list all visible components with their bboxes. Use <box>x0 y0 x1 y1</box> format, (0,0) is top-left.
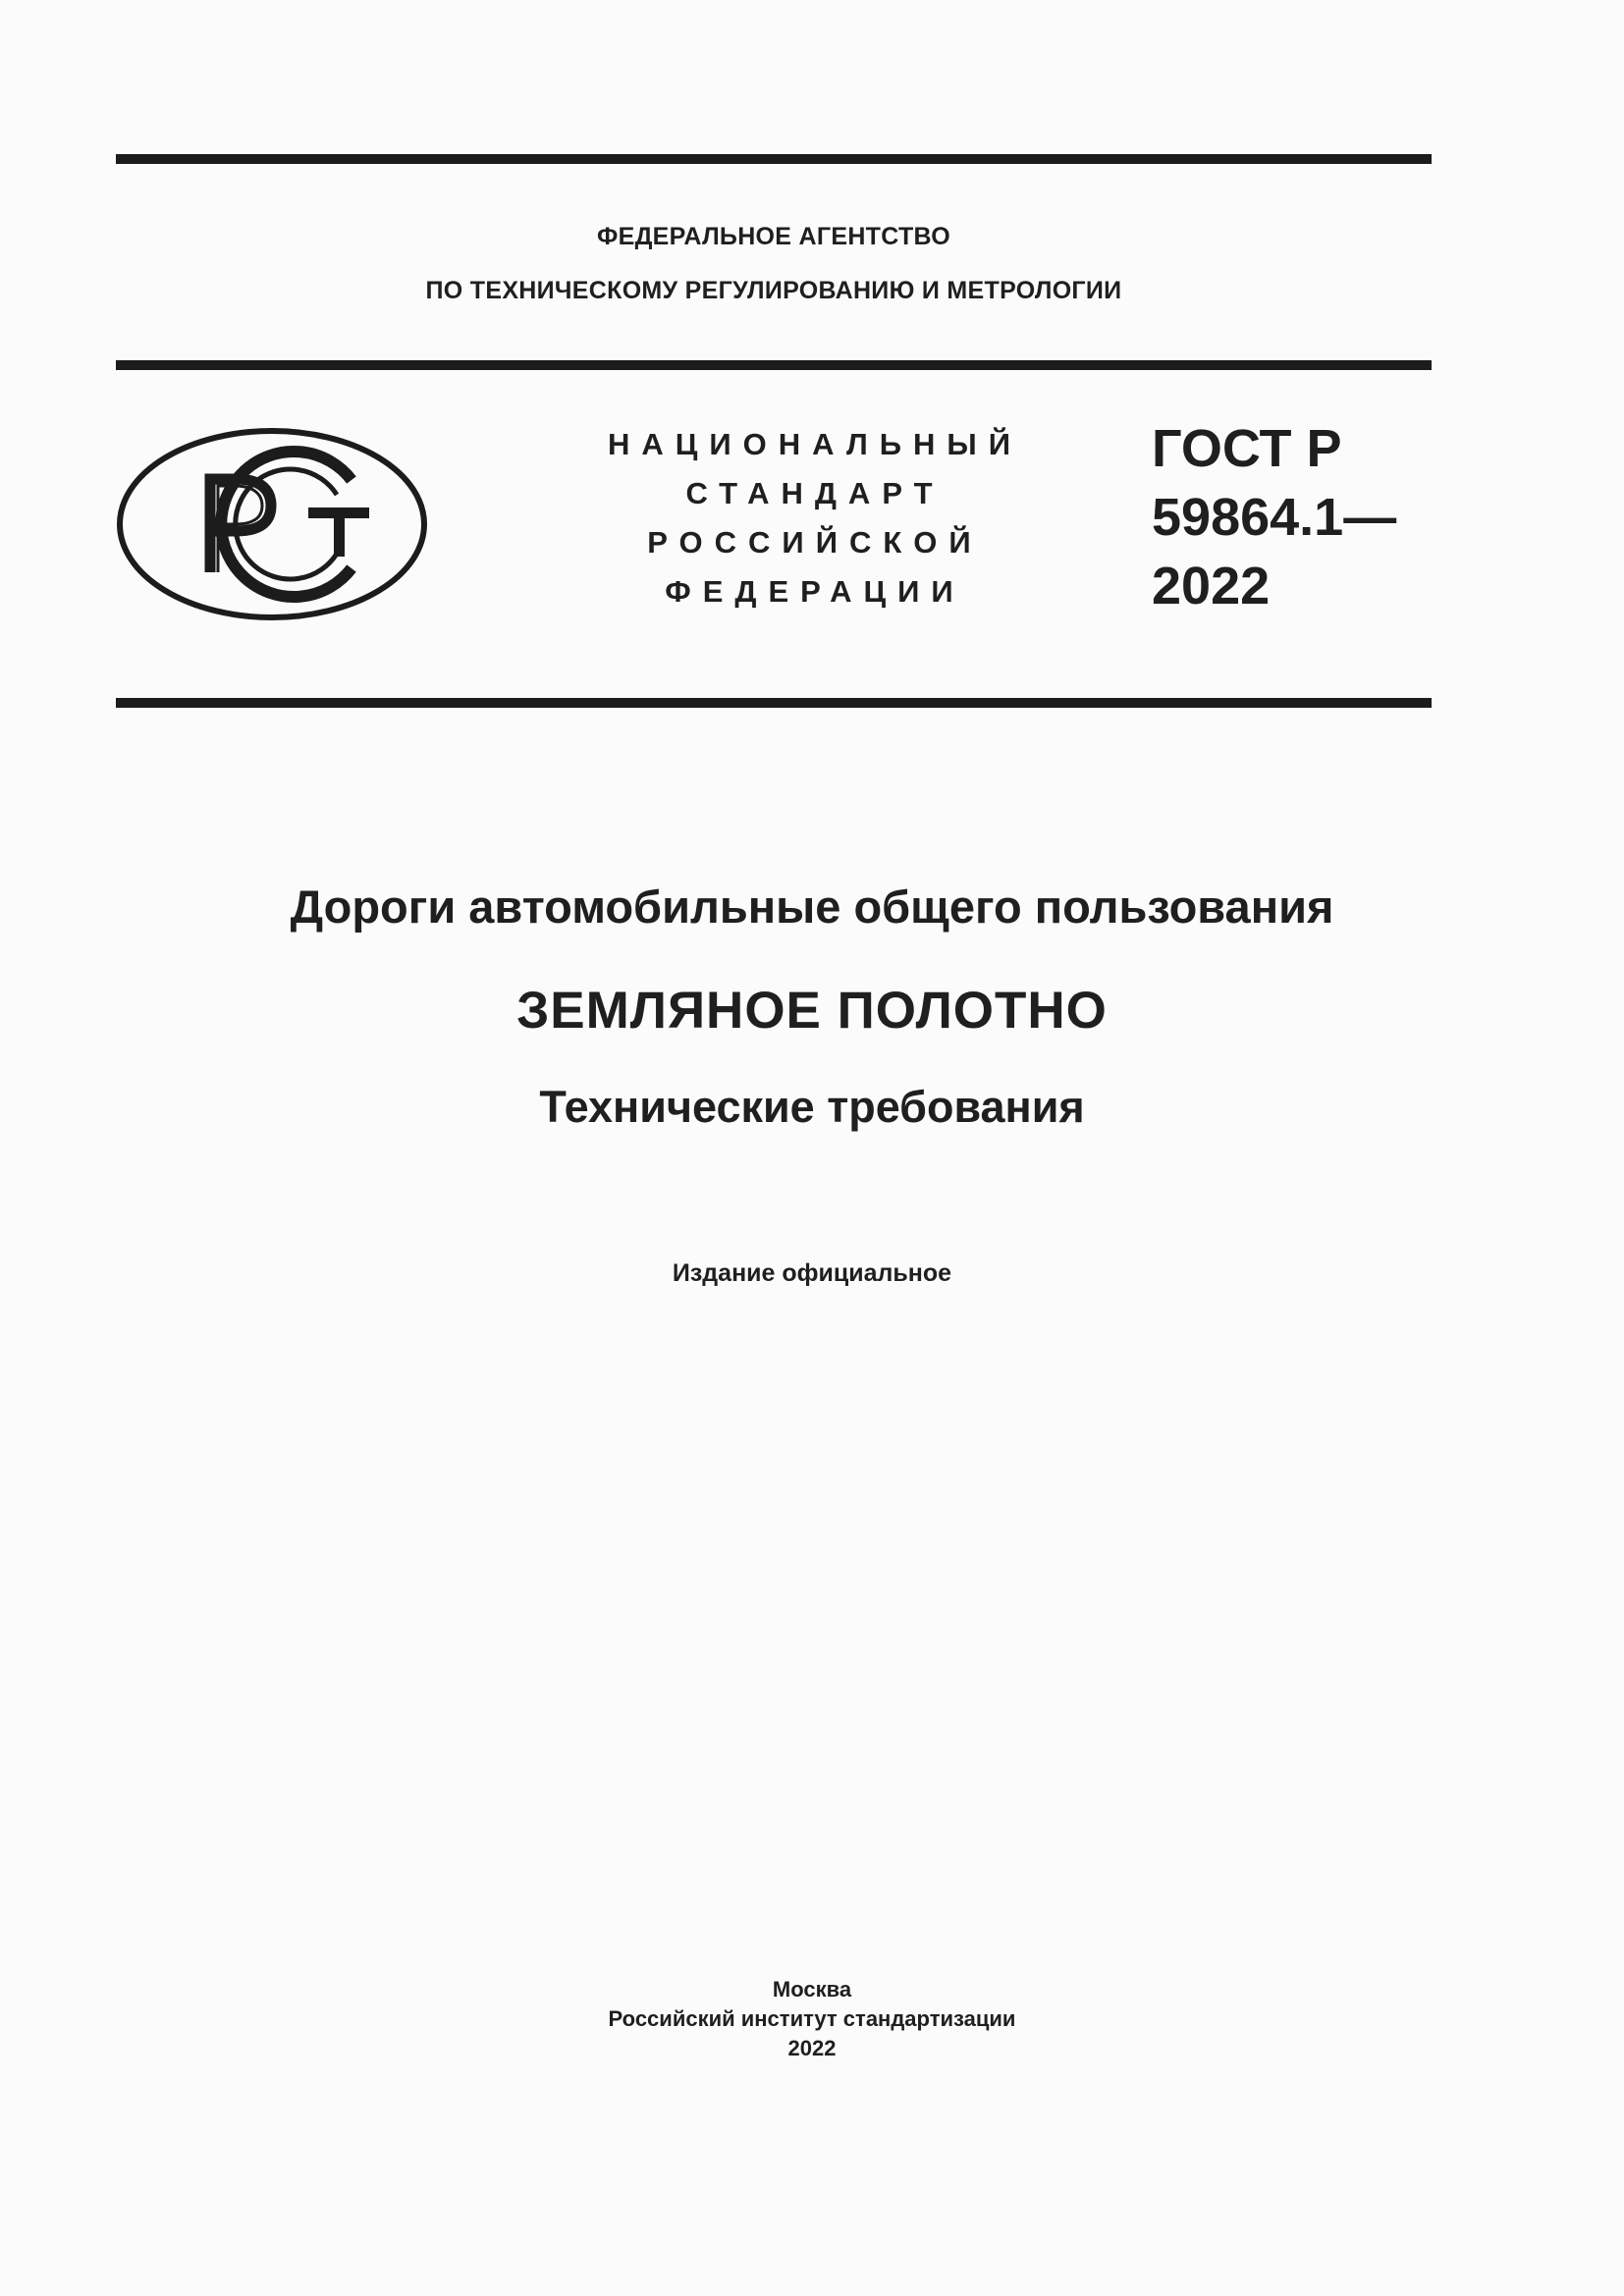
national-standard-line3: РОССИЙСКОЙ <box>647 525 983 560</box>
document-title-line1: Дороги автомобильные общего пользования <box>290 881 1334 933</box>
imprint-city: Москва <box>772 1977 852 2002</box>
imprint-year: 2022 <box>787 2036 837 2060</box>
top-rule <box>116 154 1432 164</box>
designation-line1: ГОСТ Р <box>1152 419 1342 478</box>
header-bottom-rule <box>116 698 1432 708</box>
agency-name-line2: ПО ТЕХНИЧЕСКОМУ РЕГУЛИРОВАНИЮ И МЕТРОЛОГИИ <box>425 277 1122 304</box>
designation-line3: 2022 <box>1152 557 1271 615</box>
national-standard-line1: НАЦИОНАЛЬНЫЙ <box>607 427 1023 461</box>
designation-line2: 59864.1— <box>1152 488 1397 547</box>
document-title-line2: ЗЕМЛЯНОЕ ПОЛОТНО <box>516 982 1108 1040</box>
imprint <box>0 1975 1624 2063</box>
agency-divider-rule <box>116 360 1432 370</box>
standard-designation <box>1152 414 1396 620</box>
rst-certification-mark-icon <box>116 427 428 621</box>
national-standard-line4: ФЕДЕРАЦИИ <box>665 574 965 609</box>
agency-name-line1: ФЕДЕРАЛЬНОЕ АГЕНТСТВО <box>596 223 951 250</box>
imprint-publisher: Российский институт стандартизации <box>608 2006 1016 2031</box>
document-title-line3: Технические требования <box>539 1082 1085 1132</box>
edition-label: Издание официальное <box>672 1259 952 1287</box>
national-standard-line2: СТАНДАРТ <box>685 476 945 510</box>
national-standard-label <box>550 420 1080 616</box>
